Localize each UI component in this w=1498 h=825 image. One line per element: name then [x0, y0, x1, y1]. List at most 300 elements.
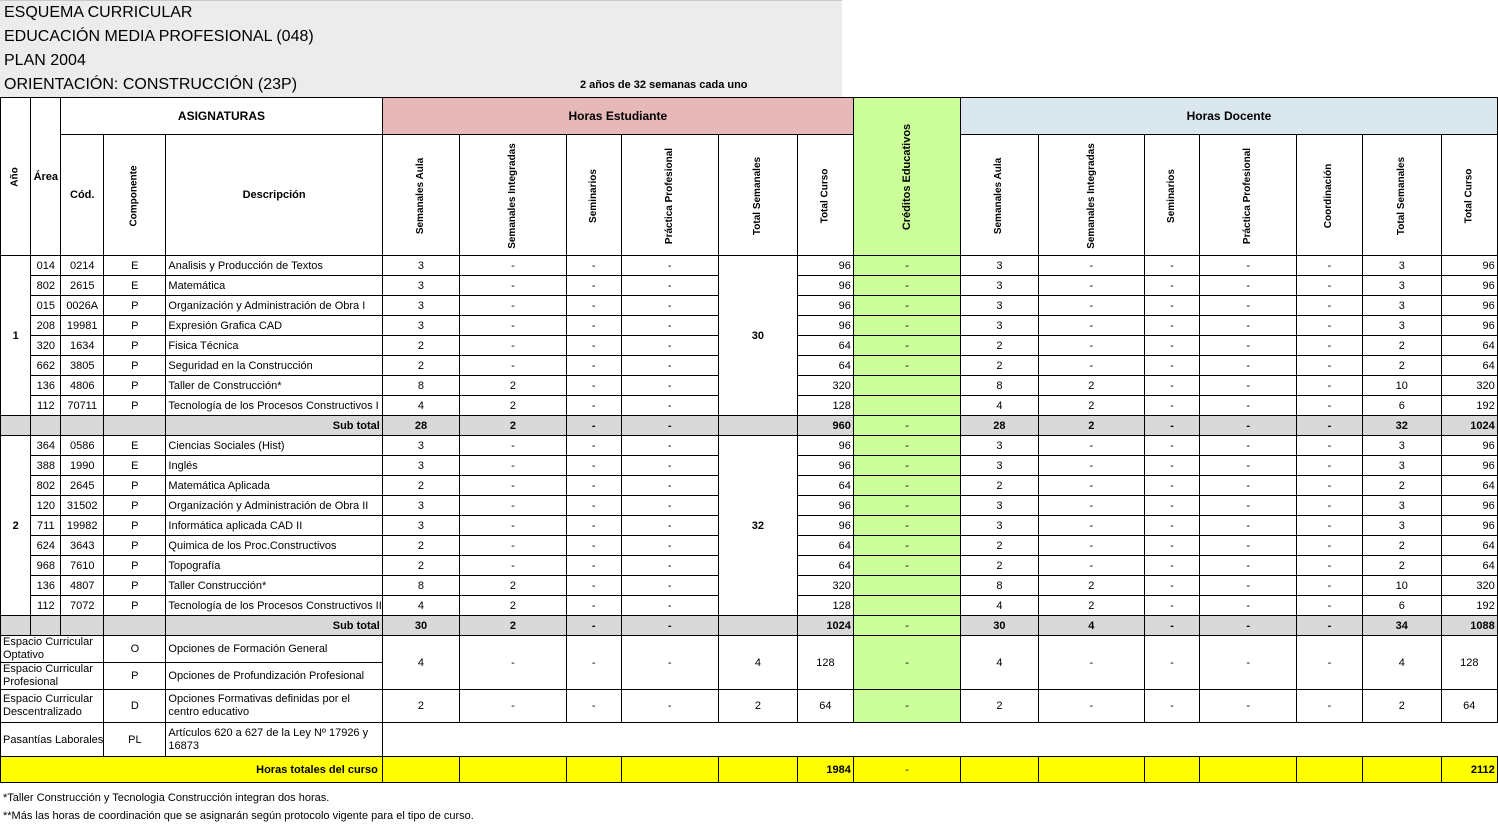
teacher-hours-cell: - — [1200, 456, 1297, 476]
cod-cell: 70711 — [61, 396, 104, 416]
student-hours-cell: 2 — [382, 536, 459, 556]
subtotal-value: 30 — [382, 616, 459, 636]
teacher-hours-cell: - — [1200, 476, 1297, 496]
total-curso-cell: 96 — [798, 296, 854, 316]
teacher-hours-cell: - — [1038, 636, 1145, 690]
component-cell: P — [104, 576, 166, 596]
teacher-hours-cell: - — [1145, 690, 1200, 723]
espacio-descentralizado-label: Espacio Curricular Descentralizado — [1, 690, 104, 723]
subtotal-teacher-value: 2 — [1038, 416, 1145, 436]
credits-cell: - — [853, 436, 960, 456]
component-cell: P — [104, 516, 166, 536]
teacher-hours-cell: - — [1200, 576, 1297, 596]
total-curso-cell: 64 — [798, 336, 854, 356]
teacher-hours-cell: - — [1038, 476, 1145, 496]
student-hours-cell: - — [566, 690, 621, 723]
area-cell: 320 — [31, 336, 61, 356]
area-cell: 112 — [31, 596, 61, 616]
credits-cell: - — [853, 256, 960, 276]
student-hours-cell: - — [566, 516, 621, 536]
teacher-hours-cell: - — [1200, 536, 1297, 556]
component-cell: P — [104, 556, 166, 576]
subtotal-value: 2 — [460, 616, 567, 636]
student-hours-cell: - — [621, 316, 718, 336]
totals-student-total: 1984 — [798, 757, 854, 783]
subtotal-teacher-value: - — [1297, 416, 1362, 436]
teacher-hours-cell: 2 — [1362, 556, 1441, 576]
student-hours-cell: - — [460, 690, 567, 723]
teacher-hours-cell: 96 — [1441, 456, 1497, 476]
student-hours-cell: - — [566, 336, 621, 356]
student-hours-cell: - — [621, 436, 718, 456]
teacher-hours-cell: 3 — [961, 456, 1038, 476]
teacher-hours-cell: 2 — [961, 476, 1038, 496]
description-cell: Matemática — [166, 276, 382, 296]
student-hours-cell: - — [460, 276, 567, 296]
student-hours-cell: - — [621, 596, 718, 616]
total-curso-cell: 320 — [798, 576, 854, 596]
teacher-hours-cell: 96 — [1441, 316, 1497, 336]
subtotal-total-curso: 1024 — [798, 616, 854, 636]
student-hours-cell: - — [566, 556, 621, 576]
title-line-4: ORIENTACIÓN: CONSTRUCCIÓN (23P) — [4, 76, 298, 93]
student-hours-cell: - — [621, 336, 718, 356]
subtotal-value: - — [566, 416, 621, 436]
cod-cell: 2615 — [61, 276, 104, 296]
component-cell: P — [104, 376, 166, 396]
col-descripcion: Descripción — [166, 135, 382, 256]
table-row — [1, 436, 1498, 456]
teacher-hours-cell: 3 — [1362, 296, 1441, 316]
subtotal-value: 2 — [460, 416, 567, 436]
component-cell: P — [104, 596, 166, 616]
component-cell: P — [104, 663, 166, 690]
teacher-hours-cell: 4 — [961, 636, 1038, 690]
table-row — [1, 256, 1498, 276]
col-doc-total-semanales: Total Semanales — [1362, 135, 1441, 256]
teacher-hours-cell: - — [1200, 276, 1297, 296]
subtotal-value: - — [621, 416, 718, 436]
total-curso-cell: 64 — [798, 476, 854, 496]
totals-blank — [621, 757, 718, 783]
student-hours-cell: 3 — [382, 276, 459, 296]
student-hours-cell: 3 — [382, 496, 459, 516]
area-cell: 112 — [31, 396, 61, 416]
student-hours-cell: - — [621, 356, 718, 376]
student-hours-cell: - — [621, 636, 718, 690]
teacher-hours-cell: 8 — [961, 576, 1038, 596]
teacher-hours-cell: - — [1200, 356, 1297, 376]
credits-cell: - — [853, 456, 960, 476]
teacher-hours-cell: - — [1038, 256, 1145, 276]
credits-cell: - — [853, 336, 960, 356]
pasantias-blank — [382, 723, 1497, 757]
teacher-hours-cell: 4 — [961, 596, 1038, 616]
student-hours-cell: - — [621, 496, 718, 516]
teacher-hours-cell: 96 — [1441, 296, 1497, 316]
teacher-hours-cell: 64 — [1441, 690, 1497, 723]
teacher-hours-cell: - — [1145, 476, 1200, 496]
teacher-hours-cell: 3 — [1362, 496, 1441, 516]
totals-blank — [1362, 757, 1441, 783]
description-cell: Informática aplicada CAD II — [166, 516, 382, 536]
student-hours-cell: - — [621, 396, 718, 416]
component-cell: P — [104, 296, 166, 316]
student-hours-cell: - — [460, 516, 567, 536]
student-hours-cell: - — [460, 556, 567, 576]
teacher-hours-cell: 3 — [961, 516, 1038, 536]
teacher-hours-cell: - — [1297, 476, 1362, 496]
subtotal-label: Sub total — [166, 616, 382, 636]
teacher-hours-cell: - — [1038, 316, 1145, 336]
total-semanales-cell: 30 — [718, 256, 797, 416]
subtotal-total-curso: 960 — [798, 416, 854, 436]
teacher-hours-cell: - — [1200, 516, 1297, 536]
teacher-hours-cell: 2 — [1038, 576, 1145, 596]
teacher-hours-cell: - — [1200, 316, 1297, 336]
totals-blank — [1038, 757, 1145, 783]
col-est-semanales-integradas: Semanales Integradas — [460, 135, 567, 256]
component-cell: E — [104, 456, 166, 476]
table-row — [1, 636, 1498, 663]
col-doc-coordinacion: Coordinación — [1297, 135, 1362, 256]
subtotal-value: - — [566, 616, 621, 636]
description-cell: Organización y Administración de Obra II — [166, 496, 382, 516]
teacher-hours-cell: - — [1200, 296, 1297, 316]
cod-cell: 7072 — [61, 596, 104, 616]
teacher-hours-cell: 64 — [1441, 536, 1497, 556]
teacher-hours-cell: - — [1145, 456, 1200, 476]
teacher-hours-cell: - — [1297, 690, 1362, 723]
student-hours-cell: - — [566, 456, 621, 476]
year-cell: 1 — [1, 256, 31, 416]
component-cell: E — [104, 276, 166, 296]
cod-cell: 4807 — [61, 576, 104, 596]
teacher-hours-cell: 64 — [1441, 476, 1497, 496]
student-hours-cell: - — [566, 636, 621, 690]
student-hours-cell: - — [566, 496, 621, 516]
student-hours-cell: 8 — [382, 576, 459, 596]
col-horas-estudiante: Horas Estudiante — [382, 98, 853, 135]
credits-cell: - — [853, 296, 960, 316]
col-est-seminarios: Seminarios — [566, 135, 621, 256]
description-cell: Taller Construcción* — [166, 576, 382, 596]
teacher-hours-cell: - — [1145, 276, 1200, 296]
student-hours-cell: - — [566, 476, 621, 496]
total-curso-cell: 320 — [798, 376, 854, 396]
teacher-hours-cell: 6 — [1362, 596, 1441, 616]
teacher-hours-cell: - — [1145, 596, 1200, 616]
teacher-hours-cell: - — [1297, 296, 1362, 316]
student-hours-cell: - — [621, 256, 718, 276]
area-cell: 802 — [31, 276, 61, 296]
student-hours-cell: 3 — [382, 316, 459, 336]
cod-cell: 0026A — [61, 296, 104, 316]
teacher-hours-cell: - — [1200, 256, 1297, 276]
teacher-hours-cell: - — [1200, 556, 1297, 576]
component-cell: P — [104, 396, 166, 416]
teacher-hours-cell: - — [1038, 690, 1145, 723]
teacher-hours-cell: - — [1038, 496, 1145, 516]
total-curso-cell: 96 — [798, 516, 854, 536]
teacher-hours-cell: 96 — [1441, 496, 1497, 516]
student-hours-cell: - — [621, 536, 718, 556]
teacher-hours-cell: - — [1200, 336, 1297, 356]
description-cell: Opciones Formativas definidas por el centro educativo — [166, 690, 382, 723]
area-cell: 624 — [31, 536, 61, 556]
pasantias-label: Pasantías Laborales — [1, 723, 104, 757]
totals-blank — [718, 757, 797, 783]
teacher-hours-cell: - — [1200, 436, 1297, 456]
teacher-hours-cell: 2 — [1362, 536, 1441, 556]
col-doc-semanales-aula: Semanales Aula — [961, 135, 1038, 256]
student-hours-cell: 2 — [382, 476, 459, 496]
cod-cell: 19982 — [61, 516, 104, 536]
col-est-total-curso: Total Curso — [798, 135, 854, 256]
subtotal-teacher-value: 4 — [1038, 616, 1145, 636]
teacher-hours-cell: 2 — [961, 336, 1038, 356]
student-hours-cell: - — [460, 536, 567, 556]
col-cod: Cód. — [61, 135, 104, 256]
total-curso-cell: 96 — [798, 436, 854, 456]
credits-cell — [853, 576, 960, 596]
subtotal-blank — [61, 616, 104, 636]
title-line-3: PLAN 2004 — [4, 52, 86, 69]
student-hours-cell: - — [621, 276, 718, 296]
cod-cell: 0586 — [61, 436, 104, 456]
description-cell: Quimica de los Proc.Constructivos — [166, 536, 382, 556]
description-cell: Ciencias Sociales (Hist) — [166, 436, 382, 456]
teacher-hours-cell: 3 — [961, 496, 1038, 516]
student-hours-cell: - — [566, 316, 621, 336]
subtotal-value: 28 — [382, 416, 459, 436]
student-hours-cell: 128 — [798, 636, 854, 690]
table-row — [1, 723, 1498, 757]
teacher-hours-cell: 2 — [1038, 376, 1145, 396]
total-curso-cell: 96 — [798, 316, 854, 336]
teacher-hours-cell: - — [1297, 436, 1362, 456]
teacher-hours-cell: 8 — [961, 376, 1038, 396]
teacher-hours-cell: 3 — [961, 316, 1038, 336]
student-hours-cell: 2 — [460, 576, 567, 596]
col-doc-semanales-integradas: Semanales Integradas — [1038, 135, 1145, 256]
teacher-hours-cell: 64 — [1441, 556, 1497, 576]
teacher-hours-cell: - — [1145, 396, 1200, 416]
duration-note: 2 años de 32 semanas cada uno — [580, 79, 748, 91]
student-hours-cell: 2 — [718, 690, 797, 723]
student-hours-cell: 2 — [382, 356, 459, 376]
description-cell: Tecnología de los Procesos Constructivos II — [166, 596, 382, 616]
student-hours-cell: - — [566, 596, 621, 616]
teacher-hours-cell: - — [1038, 296, 1145, 316]
student-hours-cell: - — [566, 396, 621, 416]
teacher-hours-cell: 2 — [961, 690, 1038, 723]
teacher-hours-cell: 3 — [1362, 516, 1441, 536]
component-cell: E — [104, 256, 166, 276]
totals-blank — [1297, 757, 1362, 783]
totals-teacher-total: 2112 — [1441, 757, 1497, 783]
subtotal-blank — [1, 416, 31, 436]
component-cell: P — [104, 476, 166, 496]
col-horas-docente: Horas Docente — [961, 98, 1498, 135]
credits-cell: - — [853, 356, 960, 376]
student-hours-cell: 2 — [460, 596, 567, 616]
col-area: Área — [31, 98, 61, 256]
teacher-hours-cell: - — [1145, 516, 1200, 536]
cod-cell: 19981 — [61, 316, 104, 336]
teacher-hours-cell: - — [1200, 376, 1297, 396]
subtotal-teacher-value: - — [1200, 616, 1297, 636]
area-cell: 136 — [31, 376, 61, 396]
student-hours-cell: - — [566, 436, 621, 456]
credits-cell — [853, 596, 960, 616]
student-hours-cell: 3 — [382, 256, 459, 276]
area-cell: 014 — [31, 256, 61, 276]
teacher-hours-cell: 128 — [1441, 636, 1497, 690]
teacher-hours-cell: 64 — [1441, 356, 1497, 376]
totals-blank — [382, 757, 459, 783]
area-cell: 388 — [31, 456, 61, 476]
student-hours-cell: 64 — [798, 690, 854, 723]
teacher-hours-cell: - — [1145, 356, 1200, 376]
teacher-hours-cell: 96 — [1441, 276, 1497, 296]
totals-row — [1, 757, 1498, 783]
student-hours-cell: 3 — [382, 436, 459, 456]
student-hours-cell: - — [460, 436, 567, 456]
student-hours-cell: - — [566, 576, 621, 596]
area-cell: 120 — [31, 496, 61, 516]
col-asignaturas: ASIGNATURAS — [61, 98, 383, 135]
teacher-hours-cell: - — [1038, 536, 1145, 556]
credits-cell: - — [853, 276, 960, 296]
year-cell: 2 — [1, 436, 31, 616]
area-cell: 136 — [31, 576, 61, 596]
credits-cell: - — [853, 690, 960, 723]
component-cell: P — [104, 536, 166, 556]
student-hours-cell: 3 — [382, 516, 459, 536]
teacher-hours-cell: - — [1297, 256, 1362, 276]
teacher-hours-cell: - — [1200, 690, 1297, 723]
cod-cell: 1634 — [61, 336, 104, 356]
subtotal-teacher-value: - — [1145, 416, 1200, 436]
totals-blank — [566, 757, 621, 783]
subtotal-teacher-value: 34 — [1362, 616, 1441, 636]
student-hours-cell: 3 — [382, 456, 459, 476]
student-hours-cell: - — [621, 476, 718, 496]
cod-cell: 2645 — [61, 476, 104, 496]
cod-cell: 4806 — [61, 376, 104, 396]
teacher-hours-cell: 6 — [1362, 396, 1441, 416]
teacher-hours-cell: - — [1038, 456, 1145, 476]
teacher-hours-cell: - — [1038, 556, 1145, 576]
description-cell: Taller de Construcción* — [166, 376, 382, 396]
teacher-hours-cell: - — [1297, 456, 1362, 476]
teacher-hours-cell: 10 — [1362, 376, 1441, 396]
teacher-hours-cell: 4 — [1362, 636, 1441, 690]
subtotal-blank — [31, 416, 61, 436]
teacher-hours-cell: - — [1297, 396, 1362, 416]
cod-cell: 0214 — [61, 256, 104, 276]
subtotal-teacher-value: - — [1200, 416, 1297, 436]
subtotal-value: - — [621, 616, 718, 636]
total-curso-cell: 64 — [798, 556, 854, 576]
subtotal-teacher-value: 32 — [1362, 416, 1441, 436]
teacher-hours-cell: 64 — [1441, 336, 1497, 356]
col-doc-practica: Práctica Profesional — [1200, 135, 1297, 256]
totals-blank — [460, 757, 567, 783]
teacher-hours-cell: - — [1297, 336, 1362, 356]
cod-cell: 3805 — [61, 356, 104, 376]
col-doc-total-curso: Total Curso — [1441, 135, 1497, 256]
student-hours-cell: - — [621, 296, 718, 316]
subtotal-row — [1, 416, 1498, 436]
teacher-hours-cell: - — [1038, 516, 1145, 536]
student-hours-cell: - — [621, 556, 718, 576]
component-cell: P — [104, 316, 166, 336]
teacher-hours-cell: 320 — [1441, 376, 1497, 396]
col-est-semanales-aula: Semanales Aula — [382, 135, 459, 256]
component-cell: O — [104, 636, 166, 663]
student-hours-cell: - — [566, 536, 621, 556]
teacher-hours-cell: - — [1038, 336, 1145, 356]
student-hours-cell: - — [621, 576, 718, 596]
teacher-hours-cell: - — [1200, 636, 1297, 690]
teacher-hours-cell: 192 — [1441, 596, 1497, 616]
title-line-2: EDUCACIÓN MEDIA PROFESIONAL (048) — [4, 28, 314, 45]
student-hours-cell: - — [621, 456, 718, 476]
curriculum-table — [0, 97, 1498, 783]
student-hours-cell: - — [566, 376, 621, 396]
subtotal-teacher-value: - — [1297, 616, 1362, 636]
teacher-hours-cell: - — [1297, 556, 1362, 576]
teacher-hours-cell: 4 — [961, 396, 1038, 416]
subtotal-blank — [31, 616, 61, 636]
description-cell: Artículos 620 a 627 de la Ley Nº 17926 y 16873 — [166, 723, 382, 757]
teacher-hours-cell: - — [1297, 536, 1362, 556]
teacher-hours-cell: 3 — [961, 296, 1038, 316]
total-curso-cell: 128 — [798, 596, 854, 616]
description-cell: Matemática Aplicada — [166, 476, 382, 496]
totals-label: Horas totales del curso — [1, 757, 383, 783]
student-hours-cell: 2 — [460, 376, 567, 396]
cod-cell: 31502 — [61, 496, 104, 516]
teacher-hours-cell: 96 — [1441, 516, 1497, 536]
subtotal-label: Sub total — [166, 416, 382, 436]
teacher-hours-cell: 2 — [1362, 356, 1441, 376]
teacher-hours-cell: - — [1145, 556, 1200, 576]
description-cell: Opciones de Formación General — [166, 636, 382, 663]
teacher-hours-cell: - — [1297, 376, 1362, 396]
teacher-hours-cell: 3 — [961, 276, 1038, 296]
teacher-hours-cell: 96 — [1441, 436, 1497, 456]
teacher-hours-cell: - — [1145, 296, 1200, 316]
credits-cell: - — [853, 316, 960, 336]
col-est-total-semanales: Total Semanales — [718, 135, 797, 256]
subtotal-value — [718, 616, 797, 636]
footnote-2: **Más las horas de coordinación que se asignarán según protocolo vigente para el tipo de curso. — [3, 810, 474, 822]
footnote-1: *Taller Construcción y Tecnologia Construcción integran dos horas. — [3, 792, 330, 804]
credits-cell: - — [853, 476, 960, 496]
teacher-hours-cell: 192 — [1441, 396, 1497, 416]
cod-cell: 3643 — [61, 536, 104, 556]
teacher-hours-cell: - — [1038, 436, 1145, 456]
total-curso-cell: 96 — [798, 256, 854, 276]
student-hours-cell: - — [621, 516, 718, 536]
teacher-hours-cell: 2 — [961, 536, 1038, 556]
sheet-header — [0, 0, 842, 97]
teacher-hours-cell: 2 — [961, 356, 1038, 376]
teacher-hours-cell: - — [1145, 336, 1200, 356]
